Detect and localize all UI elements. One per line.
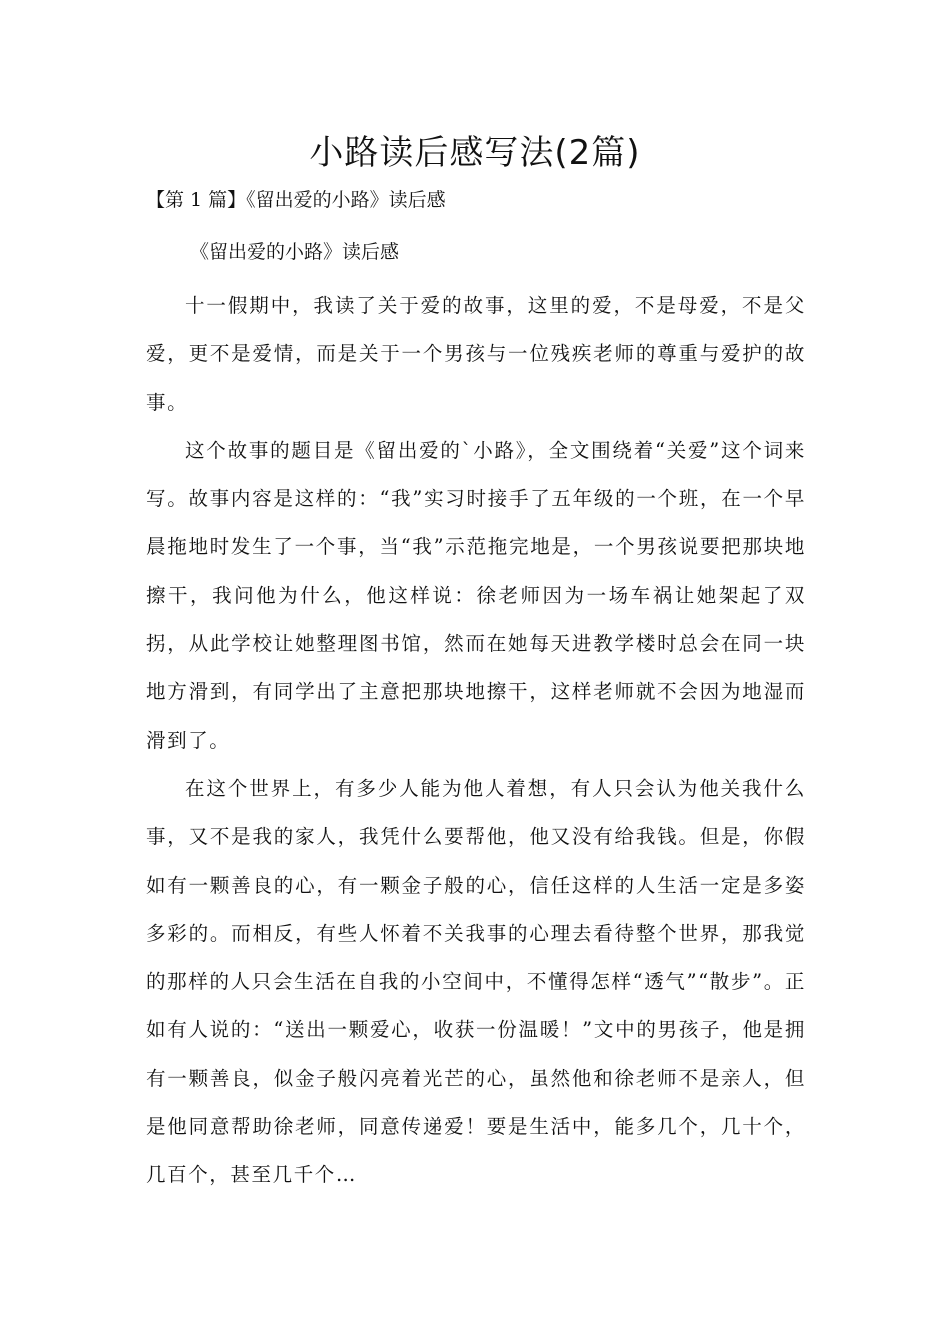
section-heading: 【第 1 篇】《留出爱的小路》读后感 bbox=[146, 189, 446, 211]
document-title: 小路读后感写法(2篇) bbox=[309, 133, 641, 173]
article-subheading: 《留出爱的小路》读后感 bbox=[190, 241, 400, 263]
paragraph: 在这个世界上，有多少人能为他人着想，有人只会认为他关我什么事，又不是我的家人，我凭什么要帮他，他又没有给我钱。但是，你假如有一颗善良的心，有一颗金子般的心，信任这样的人生活一定是多姿多彩的。而相反，有些人怀着不关我事的心理去看待整个世界，那我觉的那样的人只会生活在自我的小空间中，不懂得怎样“透气”“散步”。正如有人说的：“送出一颗爱心，收获一份温暖！”文中的男孩子，他是拥有一颗善良，似金子般闪亮着光芒的心，虽然他和徐老师不是亲人，但是他同意帮助徐老师，同意传递爱！要是生活中，能多几个，几十个，几百个，甚至几千个… bbox=[146, 776, 806, 1187]
body-text bbox=[146, 282, 806, 1200]
paragraph: 这个故事的题目是《留出爱的`小路》，全文围绕着“关爱”这个词来写。故事内容是这样的：“我”实习时接手了五年级的一个班，在一个早晨拖地时发生了一个事，当“我”示范拖完地是，一个男孩说要把那块地擦干，我问他为什么，他这样说：徐老师因为一场车祸让她架起了双拐，从此学校让她整理图书馆，然而在她每天进教学楼时总会在同一块地方滑到，有同学出了主意把那块地擦干，这样老师就不会因为地湿而滑到了。 bbox=[146, 438, 806, 752]
paragraph: 十一假期中，我读了关于爱的故事，这里的爱，不是母爱，不是父爱，更不是爱情，而是关于一个男孩与一位残疾老师的尊重与爱护的故事。 bbox=[146, 294, 806, 414]
